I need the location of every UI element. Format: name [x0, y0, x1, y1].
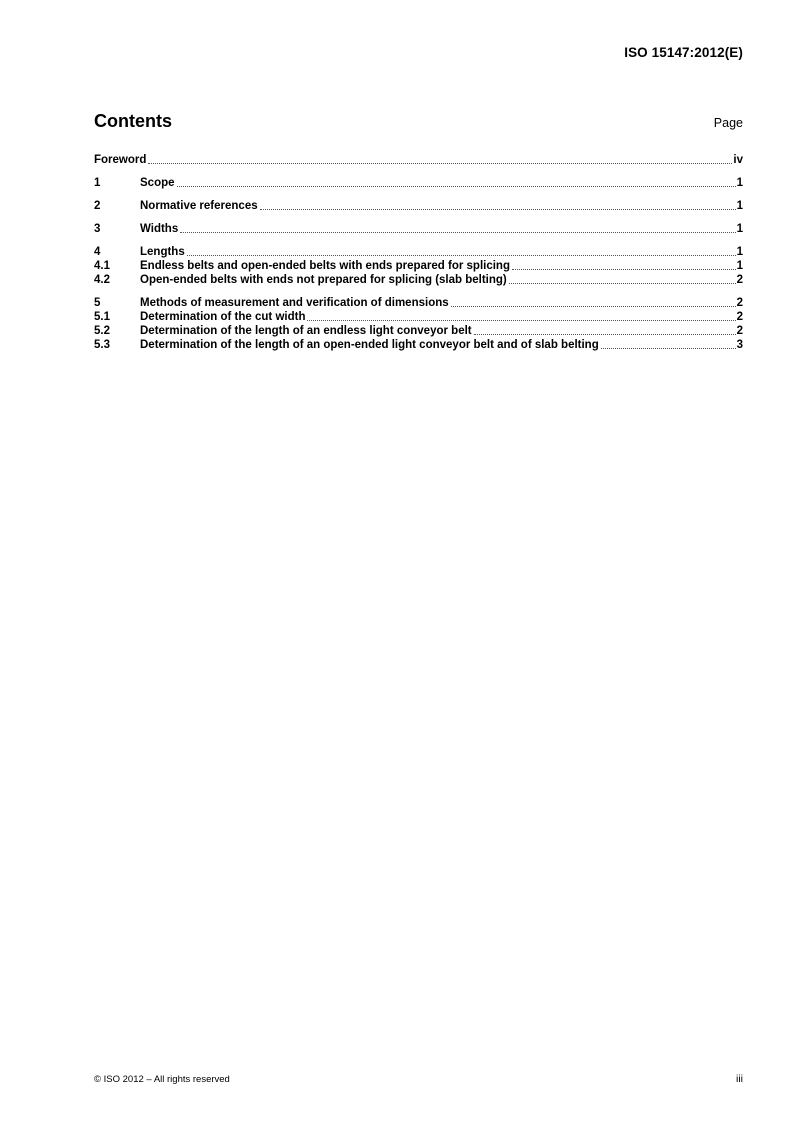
toc-entry-number: 5.2 — [94, 325, 110, 337]
toc-entry-number: 3 — [94, 223, 101, 235]
toc-entry[interactable] — [94, 153, 743, 167]
toc-entry-page: 3 — [736, 339, 743, 351]
toc-entry-title: Endless belts and open-ended belts with ends prepared for splicing — [140, 260, 510, 272]
toc-entry[interactable] — [94, 338, 743, 352]
toc-dot-leader — [187, 254, 736, 256]
toc-entry[interactable] — [94, 176, 743, 190]
toc-entry-page: 2 — [736, 325, 743, 337]
toc-entry-page: 2 — [736, 297, 743, 309]
toc-dot-leader — [177, 185, 736, 187]
contents-heading: Contents — [94, 111, 172, 131]
toc-entry[interactable] — [94, 259, 743, 273]
toc-entry[interactable] — [94, 273, 743, 287]
toc-entry[interactable] — [94, 245, 743, 259]
toc-entry-number: 2 — [94, 200, 101, 212]
toc-entry[interactable] — [94, 324, 743, 338]
toc-dot-leader — [512, 268, 736, 270]
toc-entry-number: 4 — [94, 246, 101, 258]
toc-dot-leader — [148, 162, 732, 164]
toc-entry[interactable] — [94, 310, 743, 324]
toc-entry-page: iv — [733, 154, 743, 166]
toc-dot-leader — [451, 305, 736, 307]
toc-entry-number: 4.2 — [94, 274, 110, 286]
copyright-notice: © ISO 2012 – All rights reserved — [94, 1074, 230, 1085]
toc-dot-leader — [509, 282, 736, 284]
toc-entry-title: Determination of the length of an endless light conveyor belt — [140, 325, 472, 337]
toc-entry-page: 1 — [736, 177, 743, 189]
toc-entry-page: 1 — [736, 200, 743, 212]
toc-entry-title: Normative references — [140, 200, 258, 212]
toc-dot-leader — [260, 208, 736, 210]
toc-entry-title: Determination of the cut width — [140, 311, 306, 323]
toc-entry-number: 4.1 — [94, 260, 110, 272]
toc-entry-page: 1 — [736, 246, 743, 258]
toc-entry[interactable] — [94, 222, 743, 236]
table-of-contents — [94, 153, 743, 352]
toc-entry-title: Widths — [140, 223, 179, 235]
toc-dot-leader — [601, 347, 736, 349]
toc-dot-leader — [180, 231, 735, 233]
toc-entry-title: Lengths — [140, 246, 185, 258]
toc-entry-title: Scope — [140, 177, 175, 189]
toc-dot-leader — [474, 333, 736, 335]
toc-entry[interactable] — [94, 296, 743, 310]
toc-entry-number: 5.3 — [94, 339, 110, 351]
toc-entry-page: 1 — [736, 223, 743, 235]
toc-entry-page: 2 — [736, 274, 743, 286]
toc-entry-title: Open-ended belts with ends not prepared for splicing (slab belting) — [140, 274, 507, 286]
page-number: iii — [736, 1073, 743, 1085]
toc-entry-title: Methods of measurement and verification of dimensions — [140, 297, 449, 309]
toc-entry-number: 1 — [94, 177, 101, 189]
toc-entry-number: 5.1 — [94, 311, 110, 323]
toc-entry-number: 5 — [94, 297, 101, 309]
toc-dot-leader — [307, 319, 735, 321]
toc-entry-title: Foreword — [94, 154, 147, 166]
document-id: ISO 15147:2012(E) — [624, 45, 743, 60]
toc-entry[interactable] — [94, 199, 743, 213]
toc-entry-page: 2 — [736, 311, 743, 323]
page-column-label: Page — [713, 116, 743, 130]
toc-entry-page: 1 — [736, 260, 743, 272]
toc-entry-title: Determination of the length of an open-ended light conveyor belt and of slab belting — [140, 339, 599, 351]
